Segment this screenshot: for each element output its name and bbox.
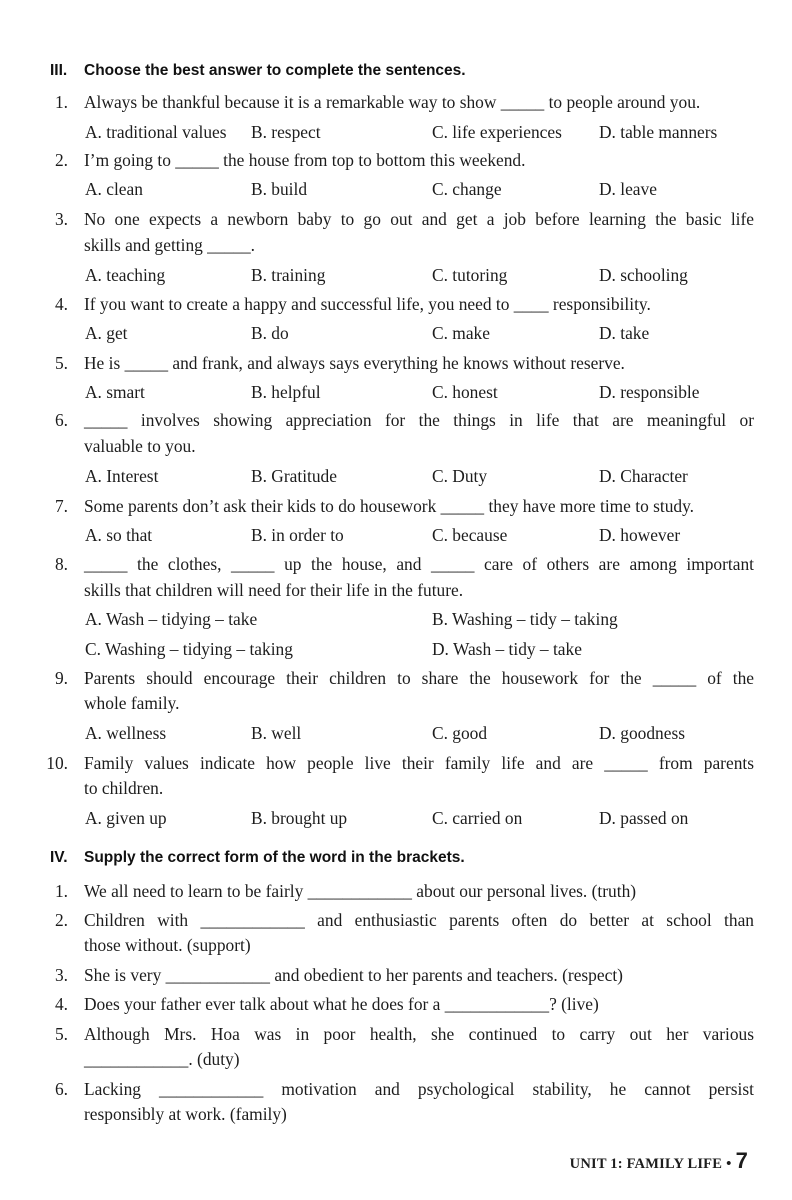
question-number: 10. xyxy=(46,753,68,773)
option-b[interactable]: B. Gratitude xyxy=(251,466,337,486)
unit-label: UNIT 1: FAMILY LIFE xyxy=(569,1156,723,1172)
question-text-line-2: whole family. xyxy=(84,693,180,713)
option-b[interactable]: B. Washing – tidy – taking xyxy=(432,609,618,629)
question-text-line-1[interactable]: Lacking ____________ motivation and psychological stability, he cannot persist xyxy=(84,1079,754,1099)
question-text: I’m going to _____ the house from top to bottom this weekend. xyxy=(84,150,526,170)
question-text: Always be thankful because it is a remarkable way to show _____ to people around you. xyxy=(84,92,701,112)
option-a[interactable]: A. smart xyxy=(85,382,145,402)
question-text-line-2: those without. (support) xyxy=(84,935,251,955)
option-d[interactable]: D. however xyxy=(599,525,681,545)
question-text-line-1: _____ involves showing appreciation for the things in life that are meaningful or xyxy=(84,410,754,430)
question-number: 3. xyxy=(54,965,68,985)
question-number: 1. xyxy=(54,881,68,901)
option-d[interactable]: D. responsible xyxy=(599,382,700,402)
question-number: 2. xyxy=(54,910,68,930)
option-d[interactable]: D. leave xyxy=(599,179,657,199)
option-c[interactable]: C. honest xyxy=(432,382,498,402)
question-number: 5. xyxy=(54,353,68,373)
page-footer xyxy=(570,1148,748,1174)
question-number: 1. xyxy=(54,92,68,112)
question-text: If you want to create a happy and successful life, you need to ____ responsibility. xyxy=(84,294,651,314)
option-c[interactable]: C. good xyxy=(432,723,488,743)
footer-bullet: • xyxy=(726,1156,732,1172)
section-3-title: Choose the best answer to complete the sentences. xyxy=(84,62,466,79)
option-d[interactable]: D. passed on xyxy=(599,808,689,828)
option-d[interactable]: D. table manners xyxy=(599,122,718,142)
option-c[interactable]: C. Washing – tidying – taking xyxy=(85,639,293,659)
question-text-line-1: Family values indicate how people live their family life and are _____ from parents xyxy=(84,753,754,773)
question-text[interactable]: Does your father ever talk about what he does for a ____________? (live) xyxy=(84,994,599,1014)
question-number: 4. xyxy=(54,294,68,314)
option-c[interactable]: C. because xyxy=(432,525,508,545)
question-text[interactable]: We all need to learn to be fairly ____________ about our personal lives. (truth) xyxy=(84,881,637,901)
section-4-number: IV. xyxy=(50,849,68,866)
option-a[interactable]: A. so that xyxy=(85,525,153,545)
question-number: 6. xyxy=(54,410,68,430)
question-number: 9. xyxy=(54,668,68,688)
question-number: 4. xyxy=(54,994,68,1014)
question-text-line-2: to children. xyxy=(84,778,164,798)
option-d[interactable]: D. Wash – tidy – take xyxy=(432,639,582,659)
option-b[interactable]: B. well xyxy=(251,723,302,743)
question-text-line-2: skills and getting _____. xyxy=(84,235,256,255)
option-d[interactable]: D. Character xyxy=(599,466,688,486)
question-text-line-2: responsibly at work. (family) xyxy=(84,1104,287,1124)
option-c[interactable]: C. tutoring xyxy=(432,265,508,285)
question-text-line-1[interactable]: Children with ____________ and enthusiastic parents often do better at school than xyxy=(84,910,754,930)
option-b[interactable]: B. do xyxy=(251,323,289,343)
option-a[interactable]: A. get xyxy=(85,323,128,343)
option-b[interactable]: B. training xyxy=(251,265,326,285)
option-c[interactable]: C. make xyxy=(432,323,490,343)
option-d[interactable]: D. take xyxy=(599,323,650,343)
option-b[interactable]: B. in order to xyxy=(251,525,344,545)
question-number: 7. xyxy=(54,496,68,516)
question-text-line-1: _____ the clothes, _____ up the house, and _____ care of others are among important xyxy=(84,554,754,574)
question-text: He is _____ and frank, and always says everything he knows without reserve. xyxy=(84,353,625,373)
question-text: Some parents don’t ask their kids to do housework _____ they have more time to study. xyxy=(84,496,695,516)
option-c[interactable]: C. Duty xyxy=(432,466,488,486)
option-b[interactable]: B. brought up xyxy=(251,808,348,828)
question-text[interactable]: She is very ____________ and obedient to her parents and teachers. (respect) xyxy=(84,965,623,985)
option-a[interactable]: A. Interest xyxy=(85,466,159,486)
option-a[interactable]: A. teaching xyxy=(85,265,166,285)
option-b[interactable]: B. respect xyxy=(251,122,321,142)
option-c[interactable]: C. change xyxy=(432,179,502,199)
option-a[interactable]: A. given up xyxy=(85,808,167,828)
question-text-line-1: Parents should encourage their children to share the housework for the _____ of the xyxy=(84,668,754,688)
option-a[interactable]: A. clean xyxy=(85,179,143,199)
question-text-line-2: skills that children will need for their life in the future. xyxy=(84,580,464,600)
option-b[interactable]: B. build xyxy=(251,179,308,199)
option-a[interactable]: A. wellness xyxy=(85,723,167,743)
question-text-line-1: No one expects a newborn baby to go out and get a job before learning the basic life xyxy=(84,209,754,229)
question-number: 2. xyxy=(54,150,68,170)
option-a[interactable]: A. Wash – tidying – take xyxy=(85,609,258,629)
question-text-line-2[interactable]: ____________. (duty) xyxy=(84,1049,240,1069)
question-number: 5. xyxy=(54,1024,68,1044)
option-d[interactable]: D. schooling xyxy=(599,265,688,285)
option-c[interactable]: C. carried on xyxy=(432,808,523,828)
question-number: 6. xyxy=(54,1079,68,1099)
option-a[interactable]: A. traditional values xyxy=(85,122,227,142)
section-3-number: III. xyxy=(50,62,68,79)
option-b[interactable]: B. helpful xyxy=(251,382,321,402)
question-text-line-2: valuable to you. xyxy=(84,436,196,456)
question-number: 8. xyxy=(54,554,68,574)
question-text-line-1: Although Mrs. Hoa was in poor health, she continued to carry out her various xyxy=(84,1024,754,1044)
option-d[interactable]: D. goodness xyxy=(599,723,685,743)
option-c[interactable]: C. life experiences xyxy=(432,122,562,142)
section-4-heading xyxy=(50,849,465,867)
section-3-heading xyxy=(50,62,466,80)
page-number: 7 xyxy=(735,1148,748,1173)
question-number: 3. xyxy=(54,209,68,229)
section-4-title: Supply the correct form of the word in the brackets. xyxy=(84,849,465,866)
